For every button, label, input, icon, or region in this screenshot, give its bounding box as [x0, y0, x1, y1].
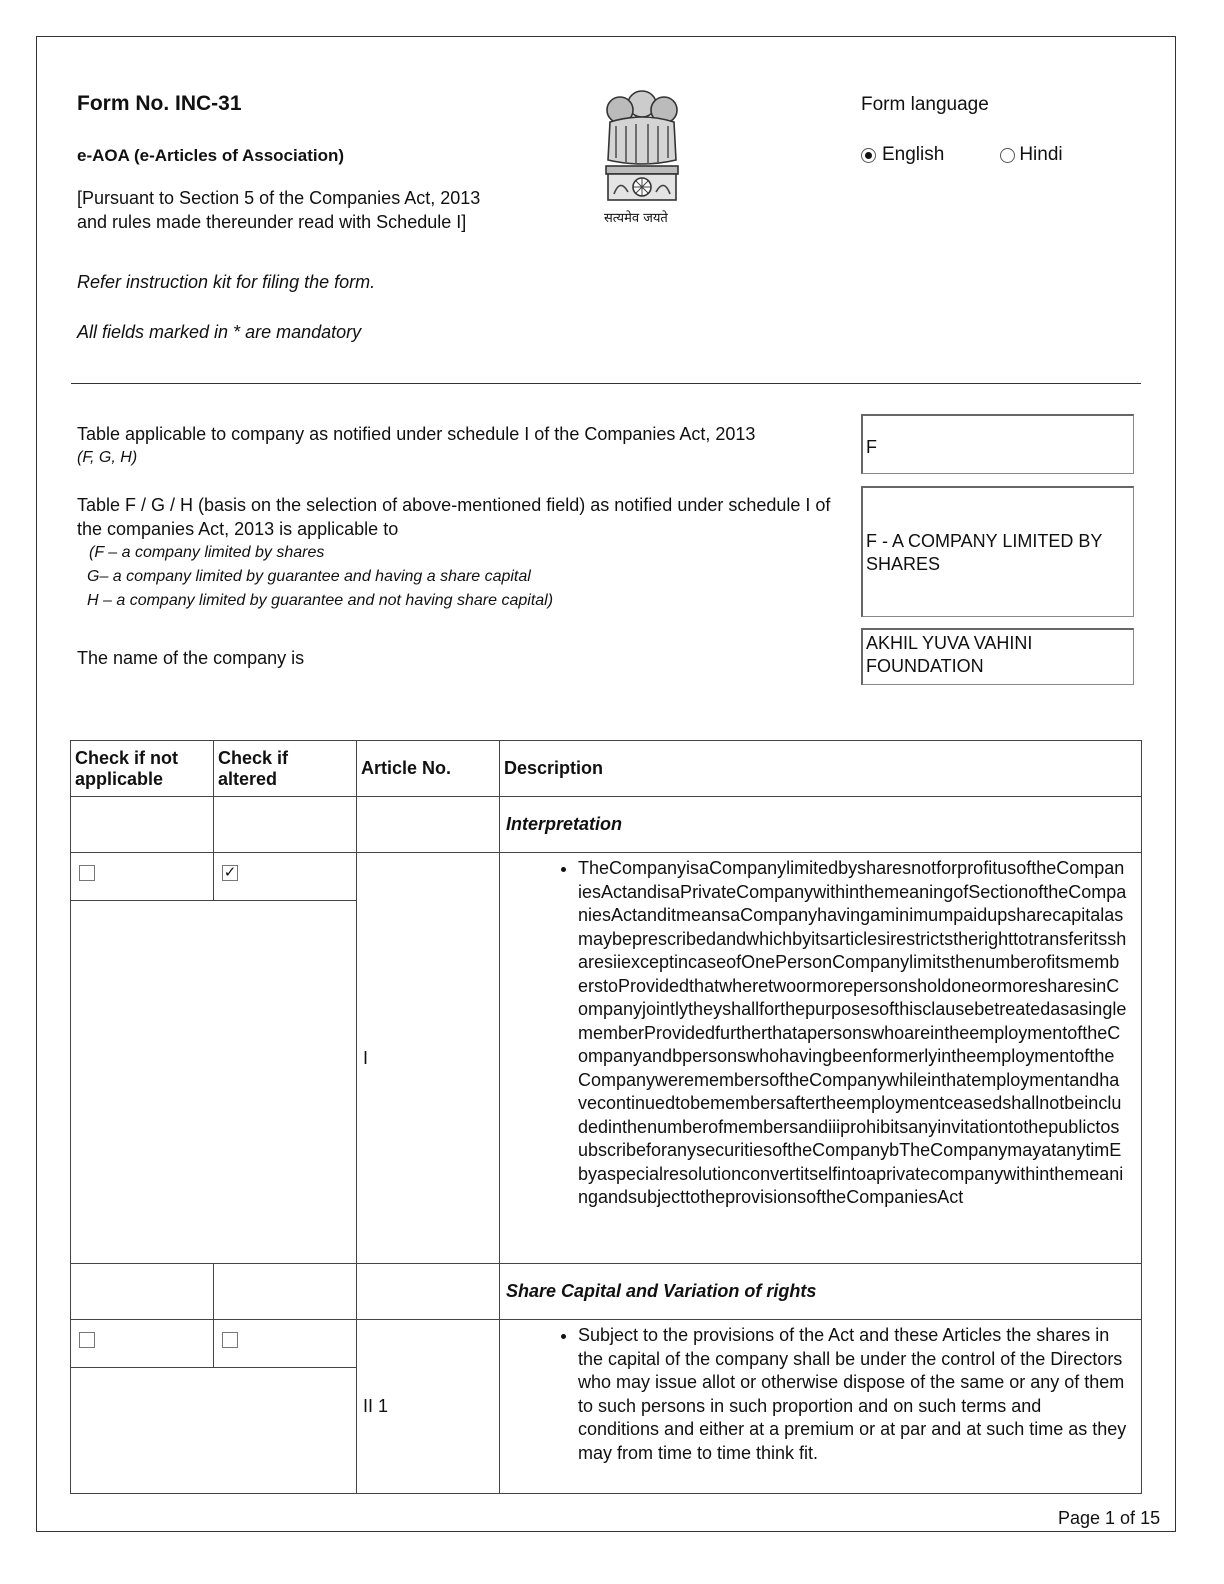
article-text: • TheCompanyisaCompanylimitedbysharesnotforprofitusoftheCompaniesActandisaPrivateCompanywithinthemeaningofSectionoftheCompaniesActanditmeansaCompanyhavingaminimumpaidupsharecapitalasmaybeprescribedandwhichbyitsarticlesirestrictstherighttotransferitssharesiiexceptincaseofOnePersonCompanylimitsthenumberofitsmemberstoProvidedthatwheretwoormorepersonsholdoneormoresharesinCompanyjointlytheyshallforthepurposesofthisclausebetreatedasasinglememberProvidedfurtherthatapersonswhoareintheemploymentoftheCompanyandbpersonswhohavingbeenformerlyintheemploymentoftheCompanyweremembersoftheCompanywhileinthatemploymentandhavecontinuedtobemembersaftertheemploymentceasedshallnotbeincludedinthenumberofmembersandiiiprohibitsanyinvitationtothepublictosubscribeforanysecuritiesoftheCompanybTheCompanymayatanytimEbyaspecialresolutionconvertitselfintoaprivatecompanywithinthemeaningandsubjecttotheprovisionsoftheCompaniesAct: [578, 857, 1127, 1210]
pursuant-line-1: [Pursuant to Section 5 of the Companies Act, 2013: [77, 188, 481, 208]
radio-english-label: English: [882, 144, 945, 165]
radio-hindi-label: Hindi: [1019, 144, 1063, 165]
company-name-field[interactable]: AKHIL YUVA VAHINI FOUNDATION: [861, 628, 1134, 685]
header-altered: Check if altered: [214, 741, 357, 797]
table-fgh-label: [77, 493, 857, 613]
table-fgh-hint-f: (F – a company limited by shares: [89, 544, 325, 561]
table-fgh-hint-g: G– a company limited by guarantee and having a share capital: [87, 568, 531, 585]
altered-checkbox[interactable]: [222, 1332, 238, 1348]
section-title: Share Capital and Variation of rights: [500, 1264, 1142, 1320]
pursuant-text: [77, 186, 480, 234]
page-number: Page 1 of 15: [1058, 1508, 1161, 1528]
article-description: [500, 1320, 1142, 1494]
header-description: Description: [500, 741, 1142, 797]
emblem-caption: सत्यमेव जयते: [604, 211, 668, 226]
article-description: [500, 853, 1142, 1264]
form-language-radio-group: [861, 144, 1063, 166]
pursuant-line-2: and rules made thereunder read with Schedule I]: [77, 212, 467, 232]
table-fgh-field[interactable]: F - A COMPANY LIMITED BY SHARES: [861, 486, 1134, 617]
table-applicable-hint: (F, G, H): [77, 449, 138, 466]
header-not-applicable: Check if not applicable: [71, 741, 214, 797]
section-row-interpretation: [71, 797, 1142, 853]
radio-english[interactable]: [861, 148, 876, 163]
header-article-no: Article No.: [357, 741, 500, 797]
table-fgh-hint-h: H – a company limited by guarantee and not having share capital): [87, 592, 554, 609]
mandatory-note: All fields marked in * are mandatory: [77, 322, 362, 342]
not-applicable-checkbox[interactable]: [79, 1332, 95, 1348]
article-number: II 1: [357, 1320, 500, 1494]
not-applicable-checkbox[interactable]: [79, 865, 95, 881]
table-applicable-field[interactable]: F: [861, 414, 1134, 474]
section-row-share-capital: [71, 1264, 1142, 1320]
form-language-label: Form language: [861, 94, 989, 115]
article-row-II-1: [71, 1320, 1142, 1368]
form-subtitle: e-AOA (e-Articles of Association): [77, 146, 345, 165]
altered-checkbox[interactable]: ✓: [223, 864, 237, 881]
national-emblem-icon: [594, 82, 690, 230]
section-title: Interpretation: [500, 797, 1142, 853]
table-fgh-label-line-1: Table F / G / H (basis on the selection of above-mentioned field) as notified under schedule I of: [77, 495, 831, 515]
refer-note: Refer instruction kit for filing the form.: [77, 272, 376, 292]
table-applicable-label: [77, 422, 755, 470]
company-name-label: The name of the company is: [77, 648, 305, 668]
radio-hindi[interactable]: [1000, 148, 1015, 163]
articles-table: [70, 740, 1142, 1494]
form-number: Form No. INC-31: [77, 92, 242, 115]
article-row-I: [71, 853, 1142, 901]
article-number: I: [357, 853, 500, 1264]
table-header-row: [71, 741, 1142, 797]
table-applicable-label-text: Table applicable to company as notified under schedule I of the Companies Act, 2013: [77, 424, 756, 444]
table-fgh-label-line-2: the companies Act, 2013 is applicable to: [77, 519, 399, 539]
header-divider: [71, 383, 1141, 384]
article-text: • Subject to the provisions of the Act and these Articles the shares in the capital of the company shall be under the control of the Directors who may issue allot or otherwise dispose of the same or any of them to such persons in such proportion and on such terms and conditions and either at a premium or at par and at such time as they may from time to time think fit.: [578, 1324, 1127, 1465]
